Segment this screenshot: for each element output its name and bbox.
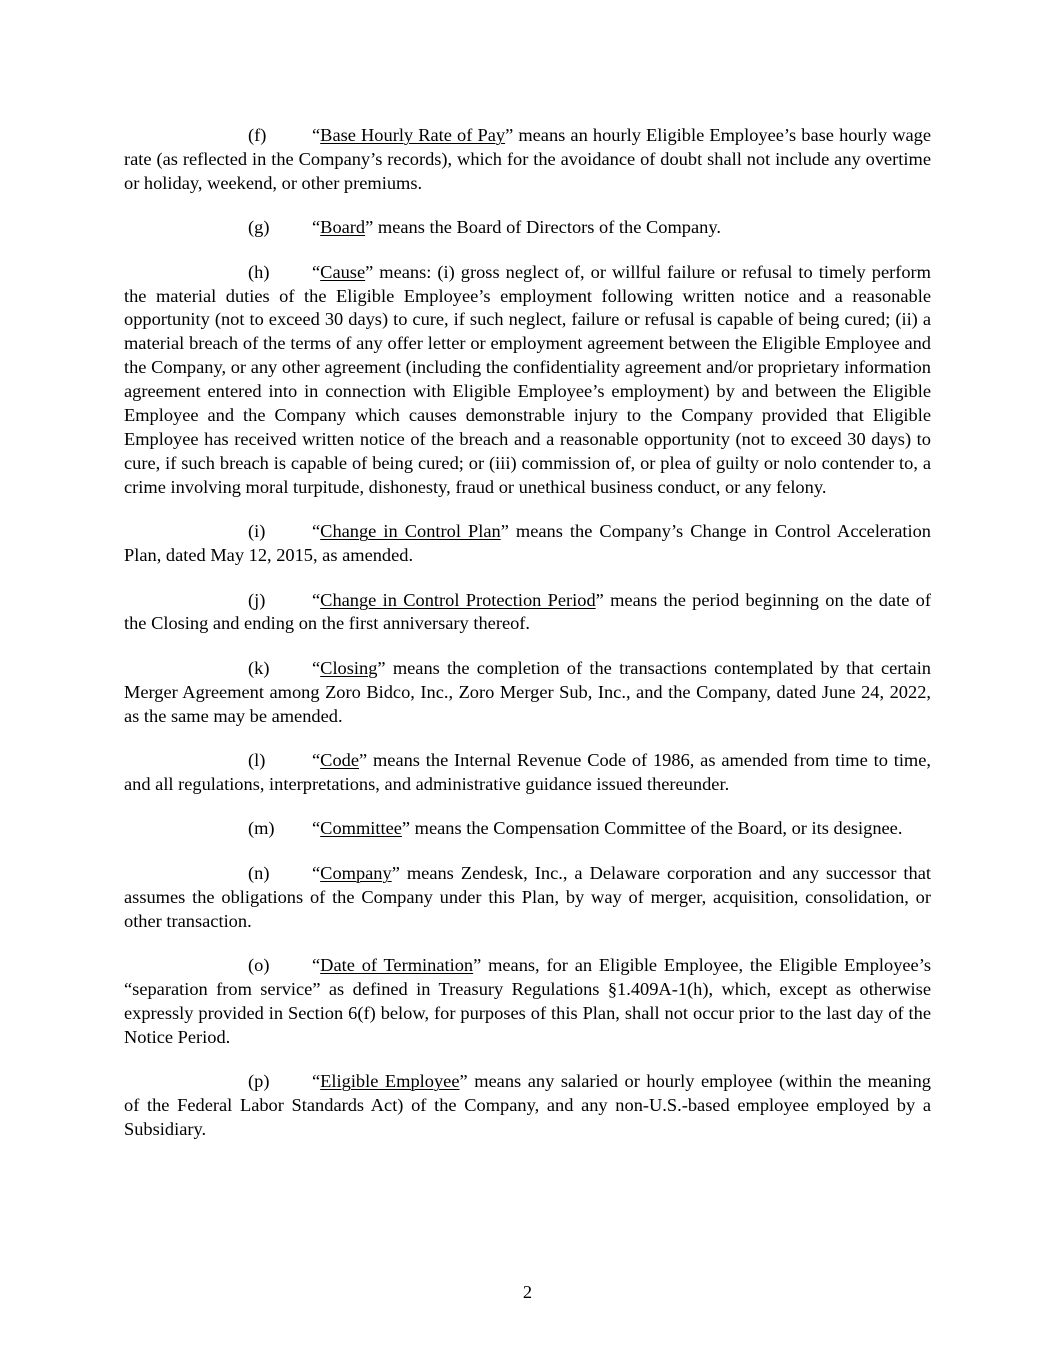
definition-paragraph-i	[124, 520, 931, 568]
paragraph-label: (j)	[248, 589, 266, 610]
defined-term: Change in Control Protection Period	[320, 589, 596, 610]
defined-term: Closing	[320, 657, 378, 678]
definition-paragraph-o	[124, 954, 931, 1050]
paragraph-label: (i)	[248, 521, 266, 542]
paragraph-label: (m)	[248, 818, 275, 839]
definition-text: ” means: (i) gross neglect of, or willful failure or refusal to timely perform the material duties of the Eligible Employee’s employment following written notice and a reasonable opportunity (not to exceed 30 days) to cure, if such neglect, failure or refusal is capable of being cured; (ii) a material breach of the terms of any offer letter or employment agreement between the Eligible Employee and the Company, or any other agreement (including the confidentiality agreement and/or proprietary information agreement entered into in connection with Eligible Employee’s employment) by and between the Eligible Employee and the Company which causes demonstrable injury to the Company provided that Eligible Employee has received written notice of the breach and a reasonable opportunity (not to exceed 30 days) to cure, if such breach is capable of being cured; or (iii) commission of, or plea of guilty or nolo contender to, a crime involving moral turpitude, dishonesty, fraud or unethical business conduct, or any felony.	[124, 261, 931, 497]
defined-term: Company	[320, 862, 392, 883]
paragraph-label: (p)	[248, 1071, 270, 1092]
paragraph-label: (h)	[248, 261, 270, 282]
definition-paragraph-h	[124, 261, 931, 500]
definition-paragraph-n	[124, 862, 931, 934]
definition-paragraph-g	[124, 216, 931, 240]
paragraph-label: (o)	[248, 954, 270, 975]
definition-text: ” means the Company’s Change in Control Acceleration Plan, dated May 12, 2015, as amended.	[124, 521, 931, 566]
definition-paragraph-f	[124, 124, 931, 196]
paragraph-label: (g)	[248, 217, 270, 238]
definition-text: ” means an hourly Eligible Employee’s base hourly wage rate (as reflected in the Company’s records), which for the avoidance of doubt shall not include any overtime or holiday, weekend, or other premiums.	[124, 125, 931, 193]
open-quote: “	[312, 862, 321, 883]
definition-text: ” means the period beginning on the date of the Closing and ending on the first anniversary thereof.	[124, 589, 931, 634]
defined-term: Board	[320, 217, 366, 238]
open-quote: “	[312, 521, 321, 542]
definition-paragraph-j	[124, 589, 931, 637]
paragraph-label: (n)	[248, 862, 270, 883]
open-quote: “	[312, 657, 321, 678]
open-quote: “	[312, 125, 321, 145]
definition-text: ” means any salaried or hourly employee (within the meaning of the Federal Labor Standards Act) of the Company, and any non-U.S.-based employee employed by a Subsidiary.	[124, 1071, 931, 1139]
paragraph-label: (l)	[248, 750, 266, 771]
definition-paragraph-k	[124, 657, 931, 729]
open-quote: “	[312, 589, 321, 610]
paragraph-label: (f)	[248, 125, 267, 145]
defined-term: Committee	[320, 818, 402, 839]
definition-text: ” means the Compensation Committee of the Board, or its designee.	[401, 818, 903, 839]
document-page	[124, 124, 931, 1162]
defined-term: Base Hourly Rate of Pay	[320, 125, 506, 145]
defined-term: Change in Control Plan	[320, 521, 501, 542]
open-quote: “	[312, 1071, 321, 1092]
definition-paragraph-m	[124, 817, 931, 841]
defined-term: Eligible Employee	[320, 1071, 460, 1092]
defined-term: Date of Termination	[320, 954, 474, 975]
open-quote: “	[312, 818, 321, 839]
definition-text: ” means the completion of the transactions contemplated by that certain Merger Agreement among Zoro Bidco, Inc., Zoro Merger Sub, Inc., and the Company, dated June 24, 2022, as the same may be amended.	[124, 657, 931, 726]
open-quote: “	[312, 217, 321, 238]
open-quote: “	[312, 750, 321, 771]
definition-text: ” means, for an Eligible Employee, the Eligible Employee’s “separation from service” as defined in Treasury Regulations §1.409A-1(h), which, except as otherwise expressly provided in Section 6(f) below, for purposes of this Plan, shall not occur prior to the last day of the Notice Period.	[124, 954, 931, 1047]
open-quote: “	[312, 954, 321, 975]
definition-text: ” means Zendesk, Inc., a Delaware corporation and any successor that assumes the obligations of the Company under this Plan, by way of merger, acquisition, consolidation, or other transaction.	[124, 862, 931, 931]
definition-text: ” means the Internal Revenue Code of 1986, as amended from time to time, and all regulations, interpretations, and administrative guidance issued thereunder.	[124, 750, 931, 794]
open-quote: “	[312, 261, 321, 282]
defined-term: Cause	[320, 261, 366, 282]
definition-paragraph-p	[124, 1070, 931, 1142]
page-number: 2	[522, 1282, 533, 1302]
definition-text: ” means the Board of Directors of the Company.	[365, 217, 721, 238]
definition-paragraph-l	[124, 749, 931, 797]
defined-term: Code	[320, 750, 359, 771]
paragraph-label: (k)	[248, 657, 270, 678]
